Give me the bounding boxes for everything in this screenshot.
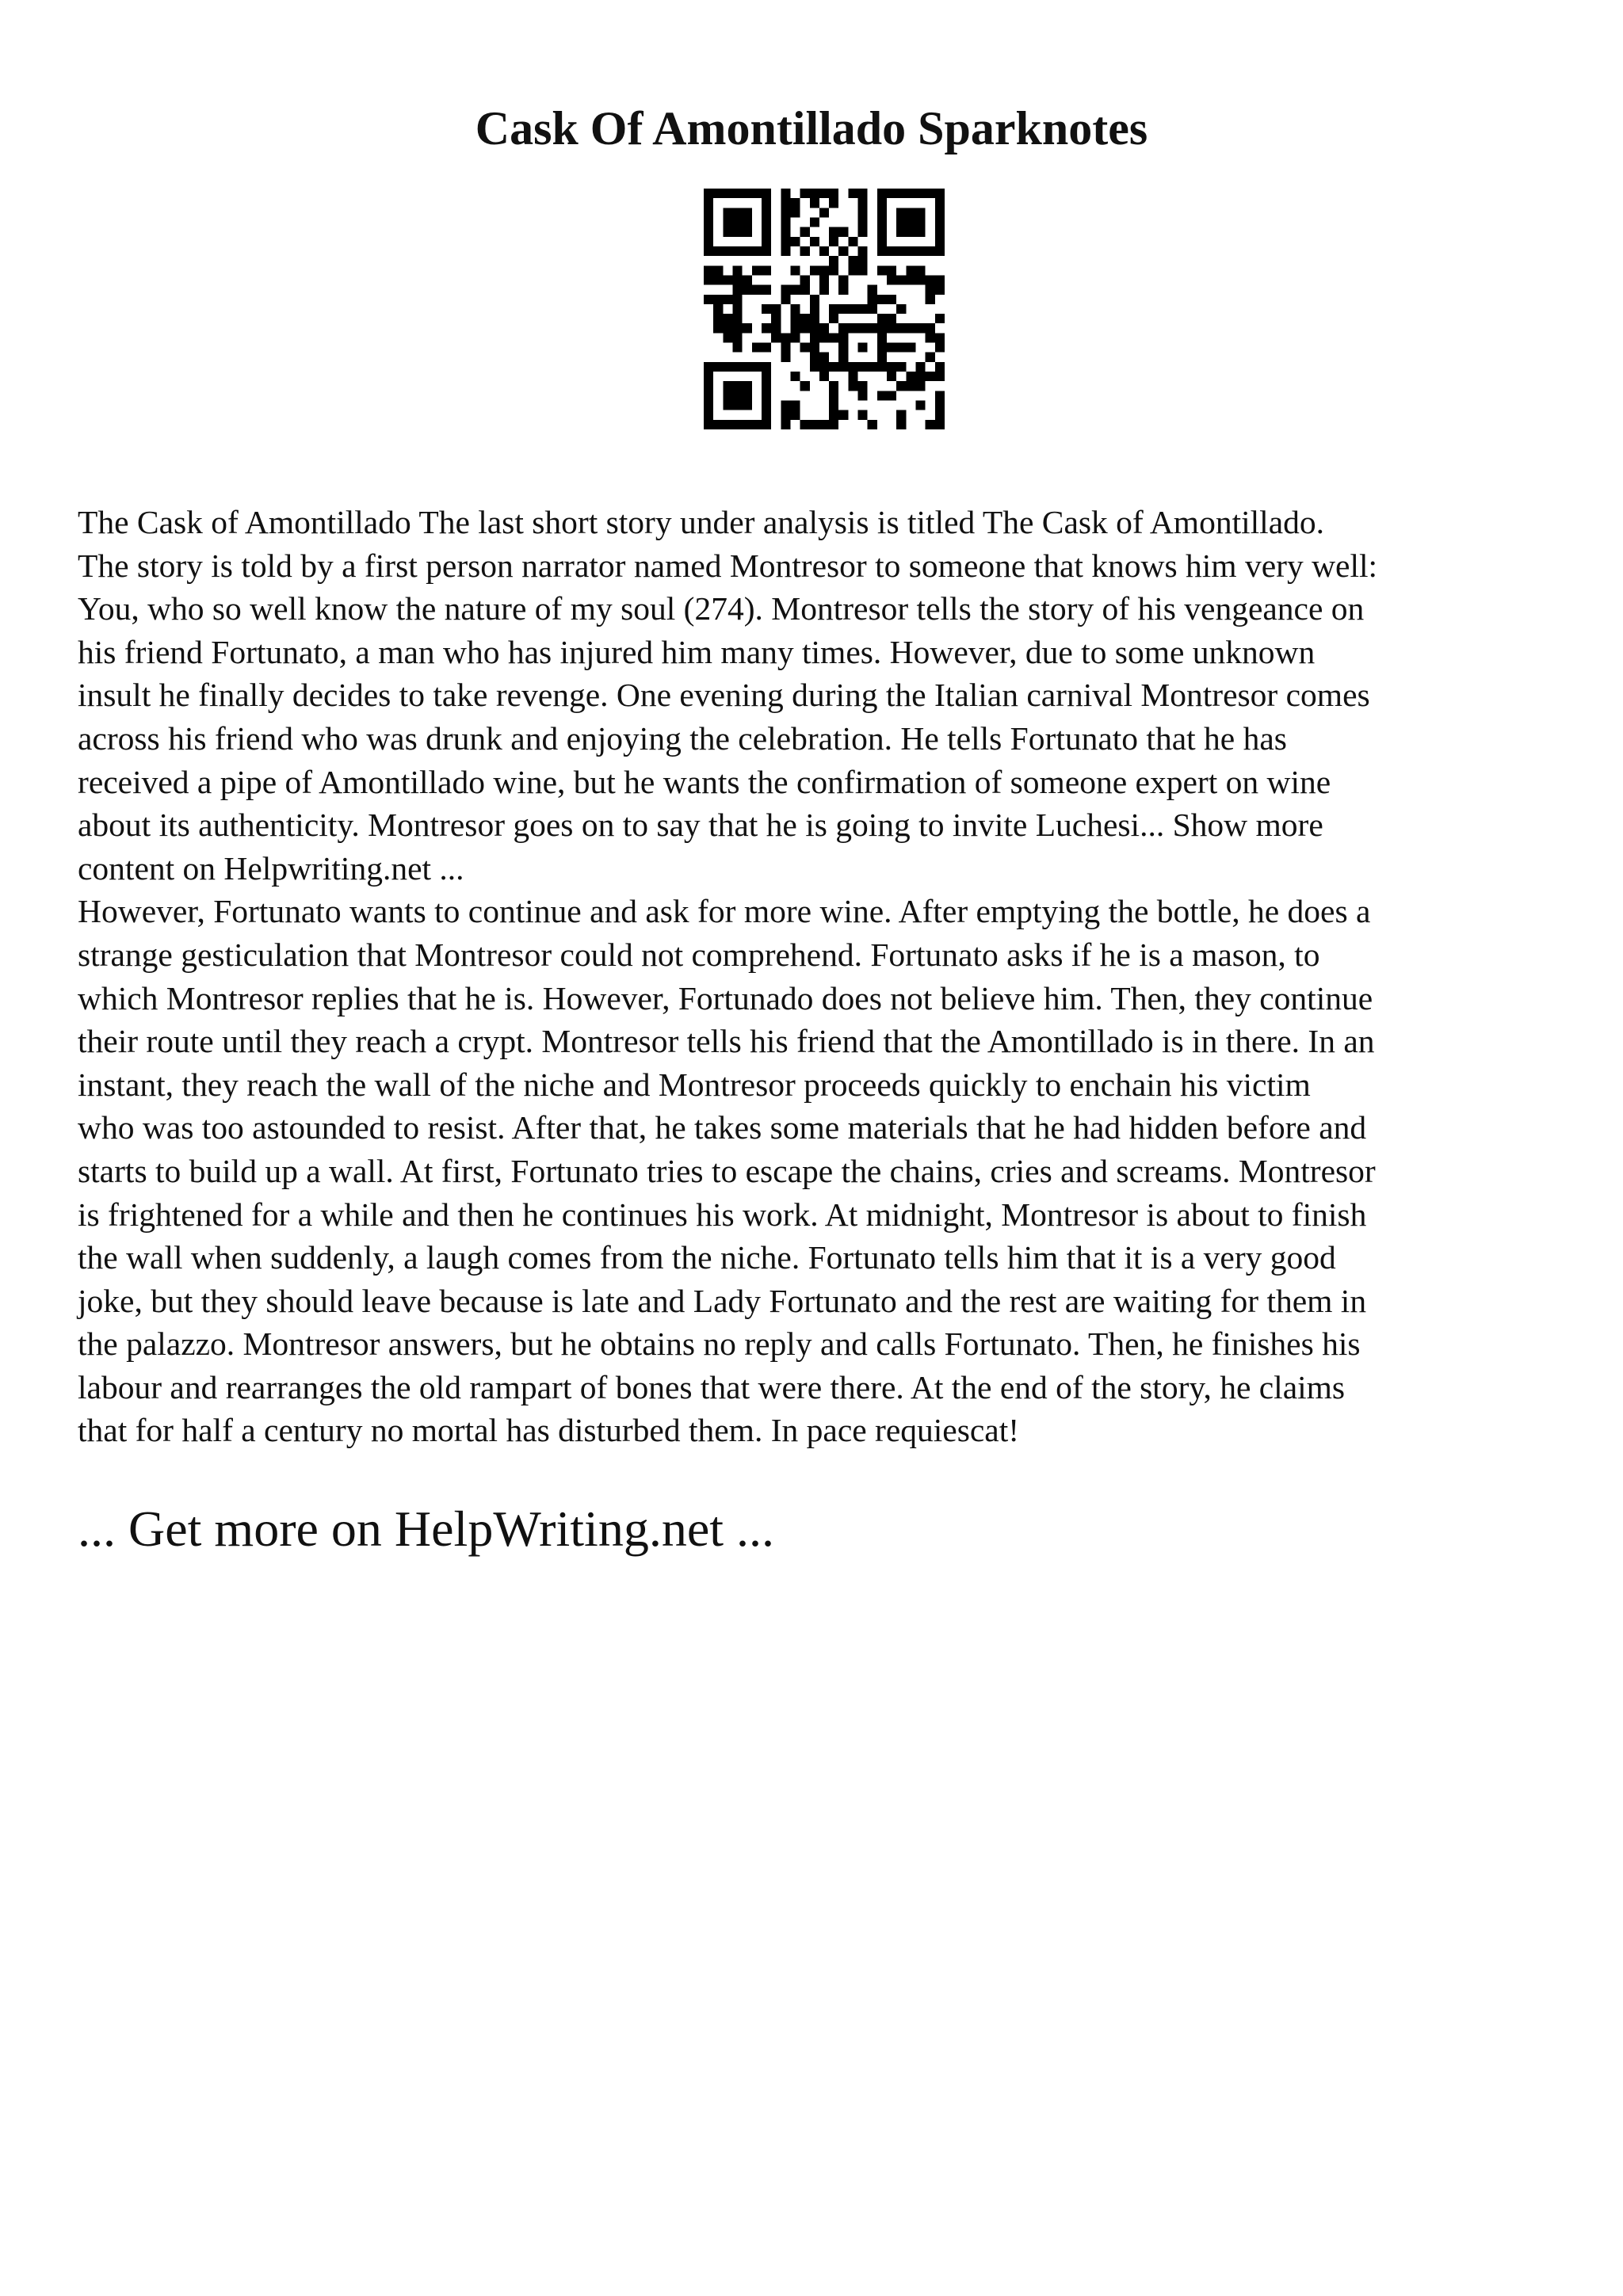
text-line: received a pipe of Amontillado wine, but he wants the confirmation of someone expert on wine	[78, 763, 1331, 800]
document-title: Cask Of Amontillado Sparknotes	[475, 102, 1148, 154]
text-line: which Montresor replies that he is. However, Fortunado does not believe him. Then, they continue	[78, 979, 1373, 1016]
text-line: that for half a century no mortal has disturbed them. In pace requiescat!	[78, 1412, 1020, 1449]
text-line: across his friend who was drunk and enjoying the celebration. He tells Fortunato that he has	[78, 719, 1287, 757]
text-line: instant, they reach the wall of the niche and Montresor proceeds quickly to enchain his victim	[78, 1066, 1311, 1103]
paragraph-1	[78, 501, 1560, 890]
text-line: The Cask of Amontillado The last short story under analysis is titled The Cask of Amontillado.	[78, 504, 1324, 540]
text-line: strange gesticulation that Montresor could not comprehend. Fortunato asks if he is a mason, to	[78, 936, 1320, 973]
text-line: who was too astounded to resist. After that, he takes some materials that he had hidden before and	[78, 1109, 1367, 1146]
text-line: insult he finally decides to take revenge. One evening during the Italian carnival Montresor comes	[78, 677, 1370, 714]
text-line: the wall when suddenly, a laugh comes from the niche. Fortunato tells him that it is a very good	[78, 1239, 1336, 1276]
text-line: the palazzo. Montresor answers, but he obtains no reply and calls Fortunato. Then, he finishes his	[78, 1325, 1361, 1363]
text-line: However, Fortunato wants to continue and ask for more wine. After emptying the bottle, he does a	[78, 893, 1371, 930]
text-line: starts to build up a wall. At first, Fortunato tries to escape the chains, cries and screams. Montresor	[78, 1152, 1376, 1189]
text-line: content on Helpwriting.net ...	[78, 849, 464, 887]
paragraph-2	[78, 890, 1560, 1452]
text-line: about its authenticity. Montresor goes on to say that he is going to invite Luchesi... Show more	[78, 807, 1323, 844]
text-line: his friend Fortunato, a man who has injured him many times. However, due to some unknown	[78, 633, 1316, 670]
text-line: their route until they reach a crypt. Montresor tells his friend that the Amontillado is in there. In an	[78, 1023, 1375, 1060]
get-more-link[interactable]: ... Get more on HelpWriting.net ...	[78, 1501, 774, 1557]
text-line: joke, but they should leave because is late and Lady Fortunato and the rest are waiting for them in	[78, 1282, 1367, 1319]
text-line: The story is told by a first person narrator named Montresor to someone that knows him very well:	[78, 547, 1378, 584]
qr-code-icon	[704, 189, 945, 429]
text-line: is frightened for a while and then he continues his work. At midnight, Montresor is about to finish	[78, 1196, 1367, 1233]
article-body	[78, 501, 1560, 1452]
text-line: labour and rearranges the old rampart of bones that were there. At the end of the story, he claims	[78, 1368, 1346, 1405]
text-line: You, who so well know the nature of my soul (274). Montresor tells the story of his vengeance on	[78, 590, 1365, 627]
